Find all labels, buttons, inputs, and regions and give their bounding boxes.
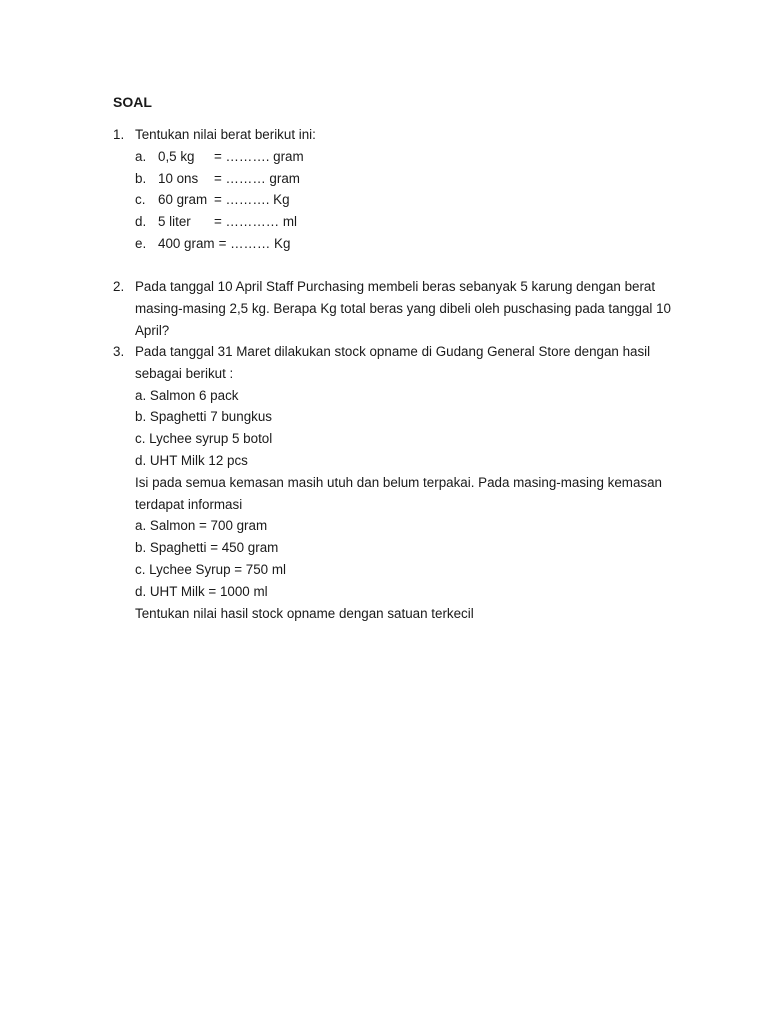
question-text-line: terdapat informasi (135, 496, 243, 512)
sub-item-blank: = ………… ml (214, 214, 297, 230)
sub-item (135, 168, 693, 190)
question-text-line: masing-masing 2,5 kg. Berapa Kg total beras yang dibeli oleh puschasing pada tanggal 10 (135, 300, 671, 316)
sub-item-amount: 10 ons (158, 170, 199, 186)
question-text-line: Pada tanggal 31 Maret dilakukan stock opname di Gudang General Store dengan hasil (135, 344, 651, 359)
sub-item (135, 211, 693, 233)
sub-item (135, 146, 693, 168)
sub-item-amount: 60 gram (158, 192, 208, 208)
sub-item-letter: c. (135, 192, 146, 208)
sub-item-amount: 400 gram (158, 235, 215, 251)
sub-item-letter: a. (135, 148, 147, 164)
sub-item (135, 189, 693, 211)
sub-item-blank: = ………. Kg (214, 192, 290, 208)
question-3 (113, 341, 693, 624)
question-body (135, 276, 693, 341)
sub-item (135, 233, 693, 255)
question-number: 2. (113, 279, 125, 294)
stock-item: c. Lychee syrup 5 botol (135, 431, 273, 447)
question-instruction: Tentukan nilai hasil stock opname dengan satuan terkecil (135, 605, 474, 621)
sub-item-letter: b. (135, 170, 147, 186)
sub-item-letter: d. (135, 214, 147, 230)
package-info-item: c. Lychee Syrup = 750 ml (135, 561, 286, 577)
question-text-line: sebagai berikut : (135, 365, 234, 381)
document-title: SOAL (113, 94, 152, 110)
sub-item-letter: e. (135, 235, 147, 251)
sub-item-amount: 0,5 kg (158, 148, 195, 164)
question-1 (113, 124, 693, 255)
stock-item: d. UHT Milk 12 pcs (135, 452, 248, 468)
stock-item: a. Salmon 6 pack (135, 387, 239, 403)
sub-item-blank: = ………. gram (214, 148, 304, 164)
question-text-line: Isi pada semua kemasan masih utuh dan belum terpakai. Pada masing-masing kemasan (135, 474, 662, 490)
question-text-line: Pada tanggal 10 April Staff Purchasing membeli beras sebanyak 5 karung dengan berat (135, 279, 656, 294)
question-2 (113, 276, 693, 341)
question-body (135, 341, 693, 624)
question-number: 3. (113, 344, 125, 359)
stock-item: b. Spaghetti 7 bungkus (135, 409, 272, 425)
question-body (135, 124, 693, 255)
package-info-item: d. UHT Milk = 1000 ml (135, 583, 268, 599)
package-info-item: b. Spaghetti = 450 gram (135, 540, 279, 556)
question-number: 1. (113, 127, 125, 142)
question-text-line: April? (135, 322, 170, 338)
sub-item-blank: = ……… gram (214, 170, 300, 186)
sub-item-amount: 5 liter (158, 214, 191, 230)
question-text: Tentukan nilai berat berikut ini: (135, 127, 316, 142)
package-info-item: a. Salmon = 700 gram (135, 518, 268, 534)
sub-item-blank: = ……… Kg (218, 235, 291, 251)
